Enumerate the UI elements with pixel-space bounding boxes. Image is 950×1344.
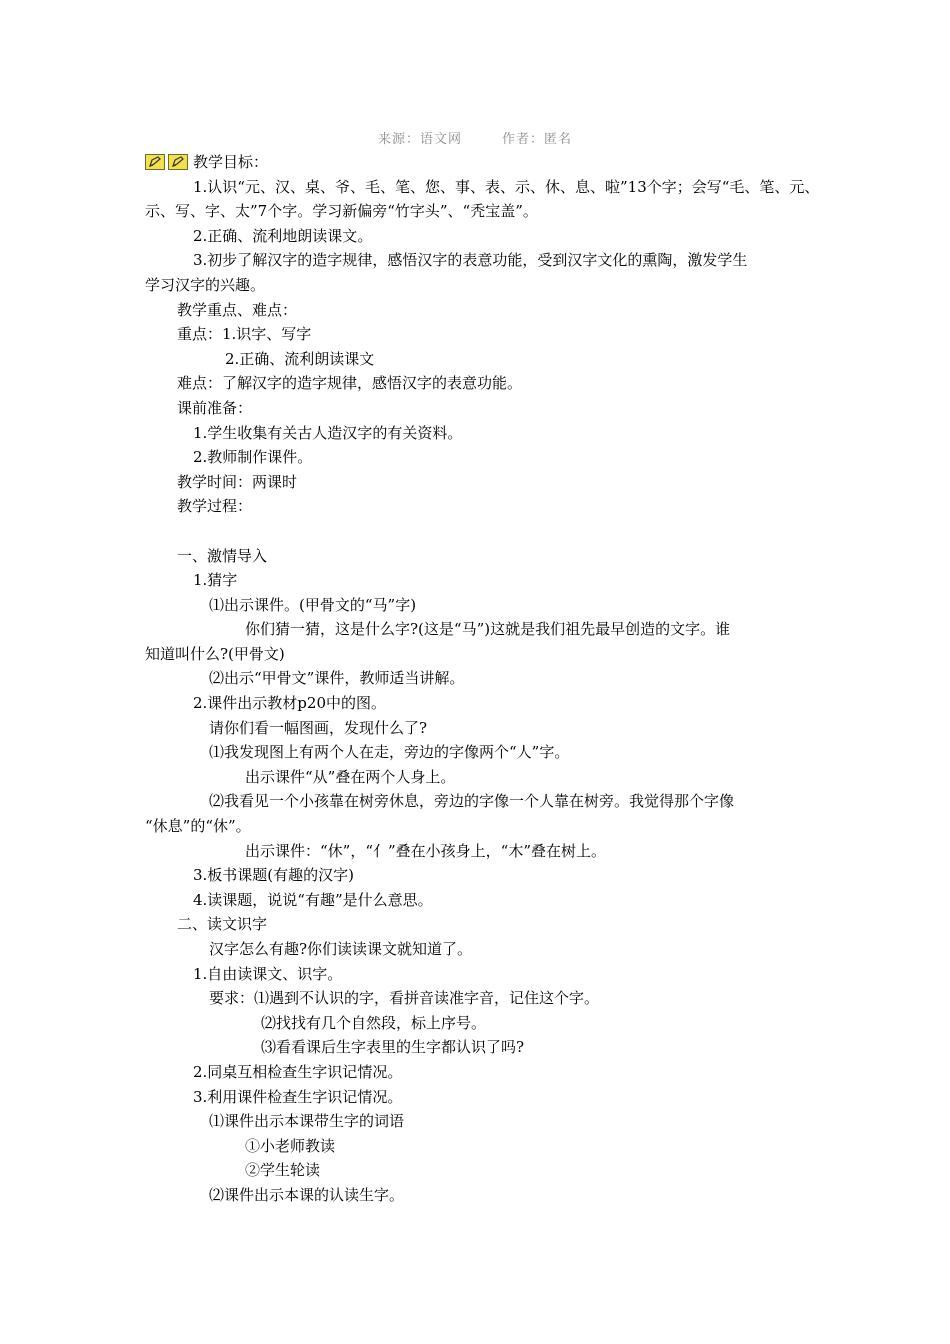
text-line: 1.认识“元、汉、桌、爷、毛、笔、您、事、表、示、休、息、啦”13个字；会写“毛、笔、元、 — [193, 177, 820, 196]
icon-group — [145, 154, 191, 170]
text-line: 学习汉字的兴趣。 — [145, 275, 266, 294]
text-line: 难点：了解汉字的造字规律，感悟汉字的表意功能。 — [177, 374, 523, 393]
text-line: 3.板书课题(有趣的汉字) — [193, 866, 355, 885]
author-label: 作者：匿名 — [502, 132, 573, 147]
text-line: 3.初步了解汉字的造字规律，感悟汉字的表意功能，受到汉字文化的熏陶，激发学生 — [193, 251, 748, 270]
section-heading: 二、读文识字 — [177, 915, 268, 934]
blank-line — [145, 519, 825, 544]
text-line: “休息”的“休”。 — [145, 817, 251, 836]
text-line: ⑴出示课件。(甲骨文的“马”字) — [209, 595, 417, 614]
pencil-icon — [168, 154, 188, 170]
text-line: ⑵找找有几个自然段，标上序号。 — [261, 1013, 487, 1032]
pencil-icon — [145, 154, 165, 170]
text-line: 示、写、字、太”7个字。学习新偏旁“竹字头”、“秃宝盖”。 — [145, 202, 538, 221]
text-line: 2.课件出示教材p20中的图。 — [193, 694, 387, 713]
text-line: 2.同桌互相检查生字识记情况。 — [193, 1062, 403, 1081]
section-heading: 一、激情导入 — [177, 546, 268, 565]
text-line: 2.正确、流利地朗读课文。 — [193, 226, 373, 245]
text-line: ②学生轮读 — [245, 1161, 321, 1180]
text-line: 1.猜字 — [193, 571, 238, 590]
text-line: 要求：⑴遇到不认识的字，看拼音读准字音，记住这个字。 — [209, 989, 600, 1008]
text-line: 出示课件：“休”，“亻”叠在小孩身上，“木”叠在树上。 — [245, 841, 607, 860]
section-heading: 课前准备： — [177, 398, 253, 417]
text-line: 1.学生收集有关古人造汉字的有关资料。 — [193, 423, 463, 442]
text-line: ⑵我看见一个小孩靠在树旁休息，旁边的字像一个人靠在树旁。我觉得那个字像 — [209, 792, 735, 811]
text-line: 汉字怎么有趣?你们读读课文就知道了。 — [209, 940, 473, 958]
text-line: ⑶看看课后生字表里的生字都认识了吗? — [261, 1038, 525, 1057]
text-line: 知道叫什么?(甲骨文) — [145, 644, 285, 663]
text-line: 出示课件“从”叠在两个人身上。 — [245, 767, 456, 786]
text-line: 1.自由读课文、识字。 — [193, 964, 343, 983]
section-heading: 教学过程： — [177, 497, 253, 516]
text-line: ①小老师教读 — [245, 1136, 336, 1155]
lesson-plan-body — [145, 150, 825, 1208]
text-line: 3.利用课件检查生字识记情况。 — [193, 1087, 403, 1106]
text-line: ⑵出示“甲骨文”课件，教师适当讲解。 — [209, 669, 465, 688]
section-heading: 教学重点、难点： — [177, 300, 298, 319]
source-line — [0, 128, 950, 147]
text-line: 4.读课题，说说“有趣”是什么意思。 — [193, 890, 433, 909]
text-line: ⑵课件出示本课的认读生字。 — [209, 1185, 405, 1204]
text-line: 2.正确、流利朗读课文 — [225, 349, 375, 368]
section-heading-goals: 教学目标： — [145, 150, 825, 175]
text-line: ⑴我发现图上有两个人在走，旁边的字像两个“人”字。 — [209, 743, 570, 762]
text-line: 重点：1.识字、写字 — [177, 325, 312, 344]
section-heading: 教学时间：两课时 — [177, 472, 298, 491]
text-line: 2.教师制作课件。 — [193, 448, 313, 467]
text-line: 你们猜一猜，这是什么字?(这是“马”)这就是我们祖先最早创造的文字。谁 — [245, 620, 731, 639]
text-line: ⑴课件出示本课带生字的词语 — [209, 1112, 405, 1131]
source-label: 来源：语文网 — [377, 132, 462, 147]
text-line: 请你们看一幅图画，发现什么了? — [209, 718, 428, 737]
